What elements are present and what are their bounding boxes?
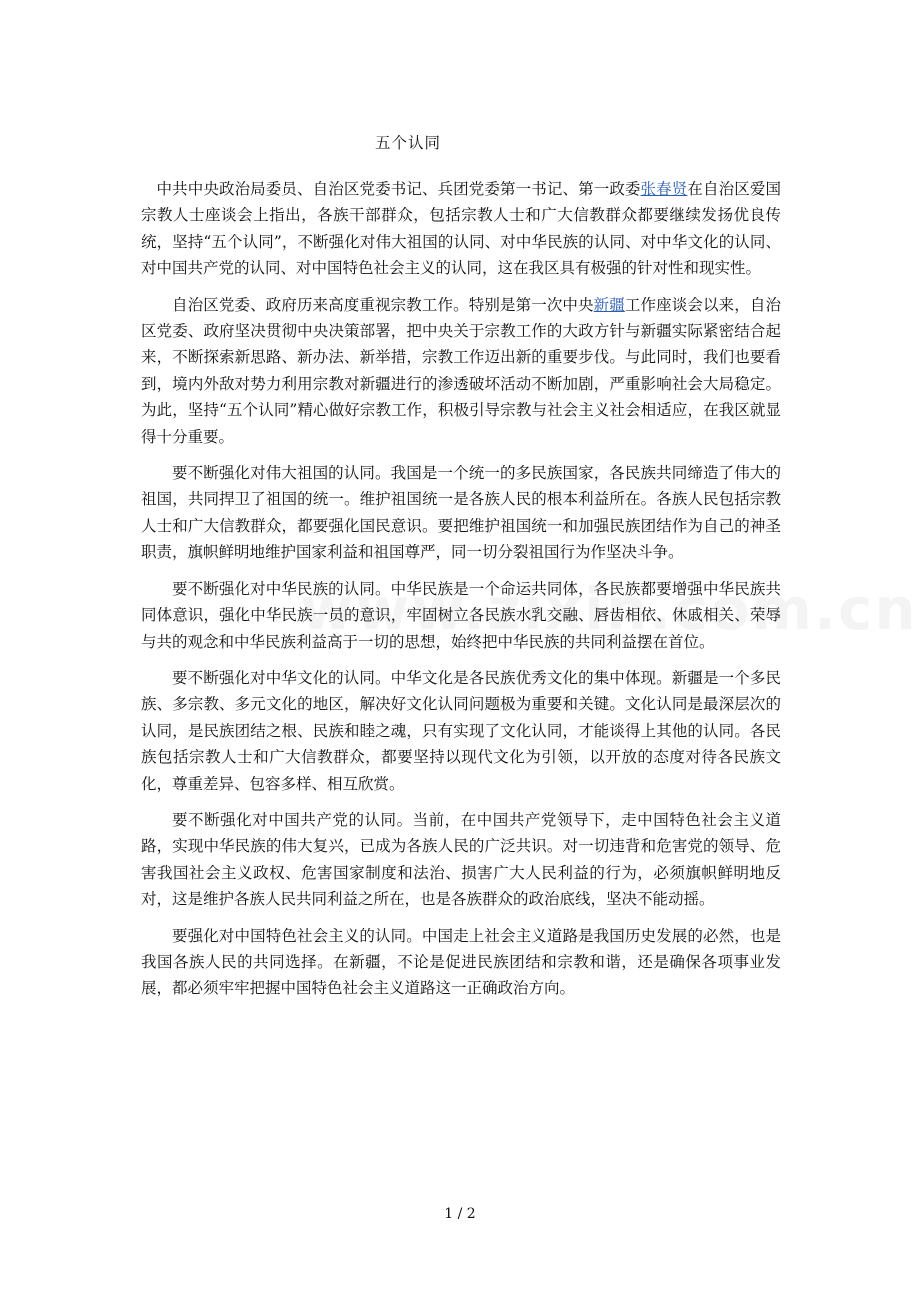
paragraph-5: 要不断强化对中华文化的认同。中华文化是各民族优秀文化的集中体现。新疆是一个多民族、多宗教、多元文化的地区，解决好文化认同问题极为重要和关键。文化认同是最深层次的认同，是民族团结之根、民族和睦之魂，只有实现了文化认同，才能谈得上其他的认同。各民族包括宗教人士和广大信教群众，都要坚持以现代文化为引领，以开放的态度对待各民族文化，尊重差异、包容多样、相互欣赏。	[141, 668, 781, 793]
paragraph-2-text-before: 自治区党委、政府历来高度重视宗教工作。特别是第一次中央	[172, 295, 594, 314]
paragraph-3: 要不断强化对伟大祖国的认同。我国是一个统一的多民族国家，各民族共同缔造了伟大的祖国，共同捍卫了祖国的统一。维护祖国统一是各族人民的根本利益所在。各族人民包括宗教人士和广大信教群众，都要强化国民意识。要把维护祖国统一和加强民族团结作为自己的神圣职责，旗帜鲜明地维护国家利益和祖国尊严，同一切分裂祖国行为作坚决斗争。	[141, 464, 781, 562]
link-xinjiang[interactable]: 新疆	[593, 295, 625, 314]
link-zhang-chunxian[interactable]: 张春贤	[640, 180, 688, 198]
paragraph-6: 要不断强化对中国共产党的认同。当前，在中国共产党领导下，走中国特色社会主义道路，实现中华民族的伟大复兴，已成为各族人民的广泛共识。对一切违背和危害党的领导、危害我国社会主义政权、危害国家制度和法治、损害广大人民利益的行为，必须旗帜鲜明地反对，这是维护各族人民共同利益之所在，也是各族群众的政治底线，坚决不能动摇。	[141, 810, 781, 909]
paragraph-1	[141, 176, 781, 282]
paragraph-1-text-before: 中共中央政治局委员、自治区党委书记、兵团党委第一书记、第一政委	[156, 180, 641, 198]
page-number: 1 / 2	[444, 1206, 476, 1222]
document-body	[141, 176, 781, 1012]
document-title: 五个认同	[375, 134, 442, 152]
paragraph-1-text-after: 在自治区爱国宗教人士座谈会上指出，各族干部群众，包括宗教人士和广大信教群众都要继续发扬优良传统，坚持“五个认同”，不断强化对伟大祖国的认同、对中华民族的认同、对中华文化的认同、对中国共产党的认同、对中国特色社会主义的认同，这在我区具有极强的针对性和现实性。	[141, 180, 781, 278]
paragraph-2	[141, 292, 781, 450]
paragraph-2-text-after: 工作座谈会以来，自治区党委、政府坚决贯彻中央决策部署，把中央关于宗教工作的大政方针与新疆实际紧密结合起来，不断探索新思路、新办法、新举措，宗教工作迈出新的重要步伐。与此同时，我们也要看到，境内外敌对势力利用宗教对新疆进行的渗透破坏活动不断加剧，严重影响社会大局稳定。为此，坚持“五个认同”精心做好宗教工作，积极引导宗教与社会主义社会相适应，在我区就显得十分重要。	[141, 295, 781, 446]
paragraph-7: 要强化对中国特色社会主义的认同。中国走上社会主义道路是我国历史发展的必然，也是我国各族人民的共同选择。在新疆，不论是促进民族团结和宗教和谐，还是确保各项事业发展，都必须牢牢把握中国特色社会主义道路这一正确政治方向。	[141, 926, 781, 998]
paragraph-4: 要不断强化对中华民族的认同。中华民族是一个命运共同体，各民族都要增强中华民族共同体意识，强化中华民族一员的意识，牢固树立各民族水乳交融、唇齿相依、休戚相关、荣辱与共的观念和中华民族利益高于一切的思想，始终把中华民族的共同利益摆在首位。	[141, 579, 781, 651]
